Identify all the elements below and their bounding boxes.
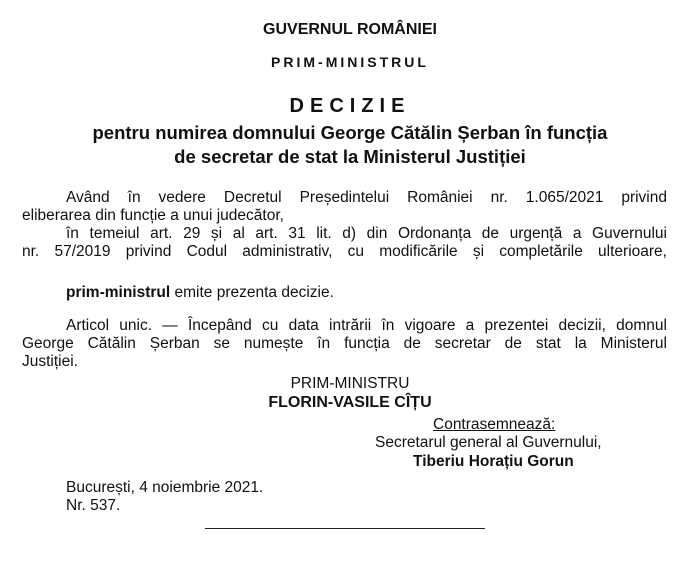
countersign-name: Tiberiu Horațiu Gorun bbox=[413, 453, 574, 470]
place-and-date: București, 4 noiembrie 2021. bbox=[66, 479, 264, 496]
paragraph-1-line-2: eliberarea din funcție a unui judecător, bbox=[22, 207, 284, 224]
paragraph-1-line-1: Având în vedere Decretul Președintelui României nr. 1.065/2021 privind bbox=[66, 189, 667, 206]
paragraph-2-line-1: în temeiul art. 29 și al art. 31 lit. d) din Ordonanța de urgență a Guvernului bbox=[66, 225, 667, 242]
article-line-1: Articol unic. — Începând cu data intrării în vigoare a prezentei decizii, domnul bbox=[66, 317, 667, 334]
title-line-1: pentru numirea domnului George Cătălin Șerban în funcția bbox=[92, 122, 608, 143]
document-type-title: DECIZIE bbox=[289, 95, 411, 117]
article-line-3: Justiției. bbox=[22, 353, 78, 370]
title-line-2: de secretar de stat la Ministerul Justiției bbox=[174, 146, 526, 167]
document-number: Nr. 537. bbox=[66, 497, 121, 514]
government-header: GUVERNUL ROMÂNIEI bbox=[263, 21, 437, 38]
issuer-action: emite prezenta decizie. bbox=[170, 284, 334, 301]
countersign-label: Contrasemnează: bbox=[433, 416, 556, 433]
signature-role: PRIM-MINISTRU bbox=[290, 375, 410, 392]
issuer-statement bbox=[66, 284, 334, 302]
signature-name: FLORIN-VASILE CÎȚU bbox=[268, 394, 432, 411]
article-line-2: George Cătălin Șerban se numește în funcția de secretar de stat la Ministerul bbox=[22, 335, 667, 352]
bottom-divider bbox=[205, 528, 485, 529]
paragraph-2-line-2: nr. 57/2019 privind Codul administrativ, cu modificările și completările ulterioare, bbox=[22, 243, 667, 260]
issuer-name: prim-ministrul bbox=[66, 284, 171, 301]
countersign-role: Secretarul general al Guvernului, bbox=[375, 434, 602, 451]
office-header: PRIM-MINISTRUL bbox=[271, 54, 429, 70]
